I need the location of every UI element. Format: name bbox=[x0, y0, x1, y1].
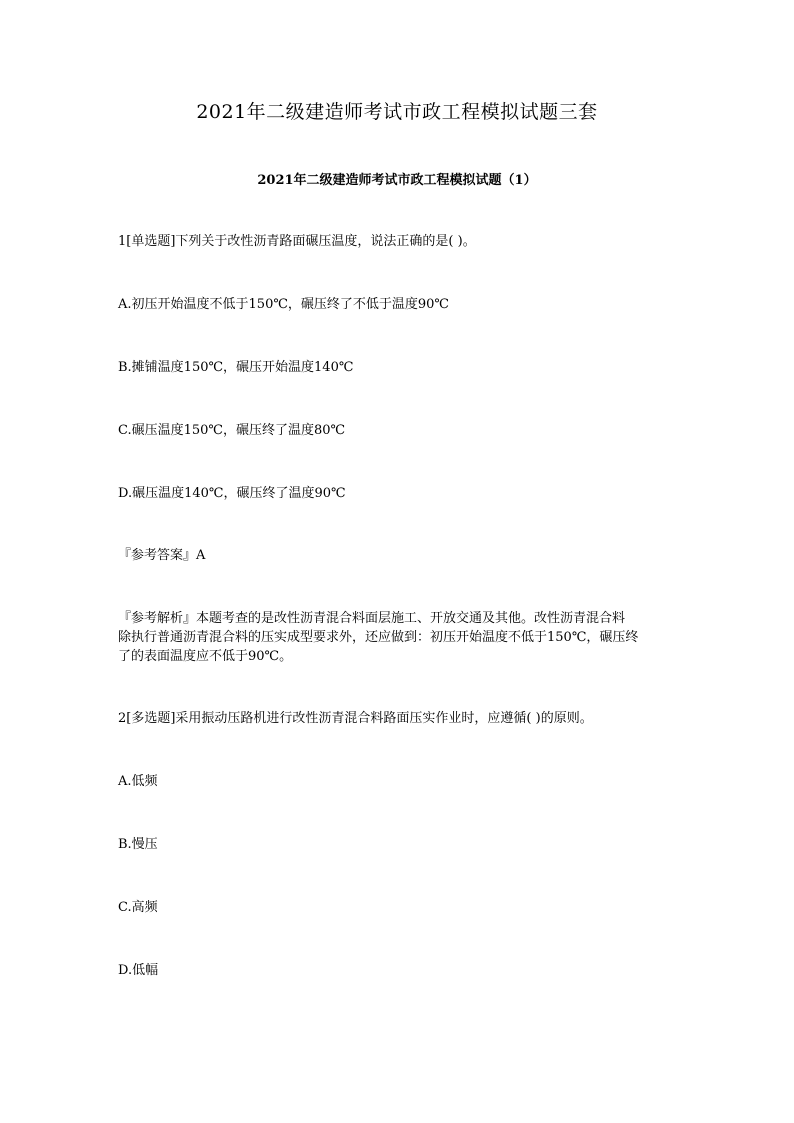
question-1-stem: 1[单选题]下列关于改性沥青路面碾压温度，说法正确的是( )。 bbox=[118, 234, 476, 249]
analysis-line: 『参考解析』本题考查的是改性沥青混合料面层施工、开放交通及其他。改性沥青混合料 bbox=[118, 611, 626, 626]
document-title: 2021年二级建造师考试市政工程模拟试题三套 bbox=[196, 101, 598, 123]
question-1-option-b: B.摊铺温度150℃，碾压开始温度140℃ bbox=[118, 360, 354, 375]
analysis-line: 了的表面温度应不低于90℃。 bbox=[118, 649, 293, 664]
section-title: 2021年二级建造师考试市政工程模拟试题（1） bbox=[257, 173, 537, 188]
analysis-line: 除执行普通沥青混合料的压实成型要求外，还应做到：初压开始温度不低于150℃，碾压终 bbox=[118, 630, 639, 645]
question-1-option-c: C.碾压温度150℃，碾压终了温度80℃ bbox=[118, 423, 346, 438]
question-2-option-b: B.慢压 bbox=[118, 837, 158, 852]
question-1-option-a: A.初压开始温度不低于150℃，碾压终了不低于温度90℃ bbox=[118, 297, 449, 312]
question-1-option-d: D.碾压温度140℃，碾压终了温度90℃ bbox=[118, 486, 346, 501]
question-2-option-d: D.低幅 bbox=[118, 963, 159, 978]
question-2-option-c: C.高频 bbox=[118, 900, 158, 915]
question-1-answer: 『参考答案』A bbox=[118, 548, 206, 563]
question-2-option-a: A.低频 bbox=[118, 774, 158, 789]
question-2-stem: 2[多选题]采用振动压路机进行改性沥青混合料路面压实作业时，应遵循( )的原则。 bbox=[118, 711, 593, 726]
question-1-analysis bbox=[118, 609, 678, 666]
